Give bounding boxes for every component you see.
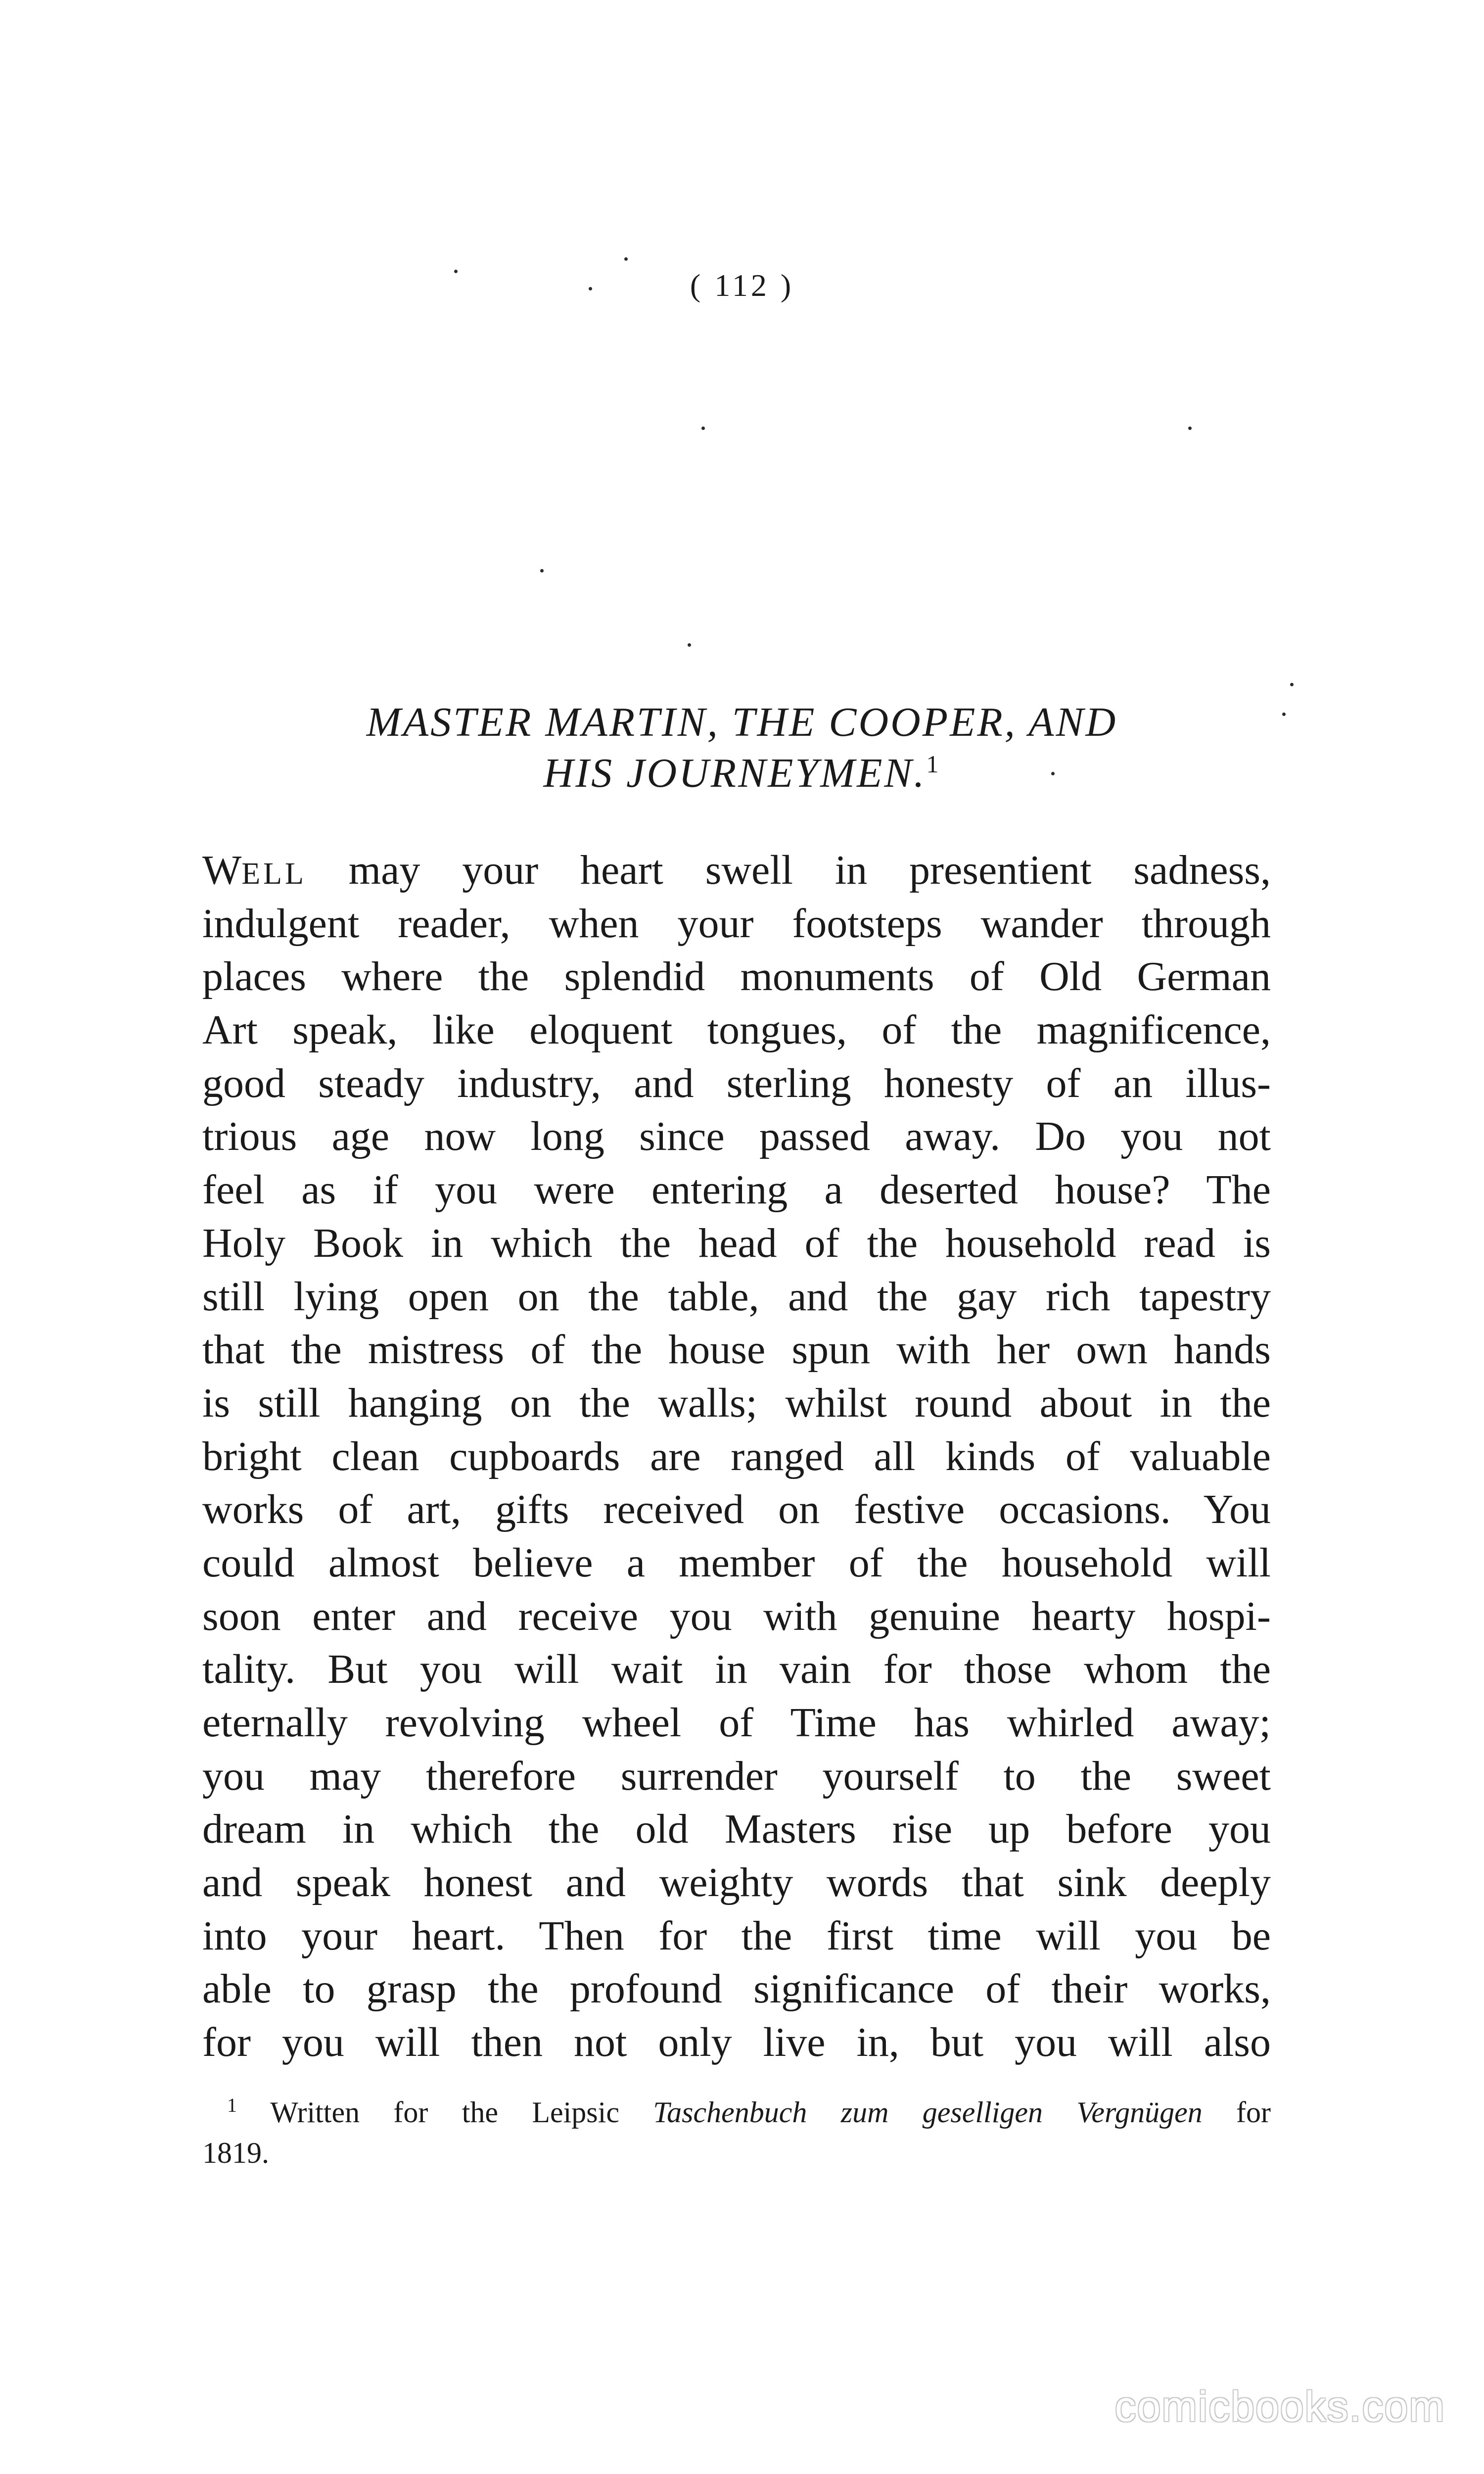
text-line: into your heart. Then for the first time will you be [202, 1912, 1271, 1959]
text-line [202, 844, 1271, 897]
page-number: ( 112 ) [690, 268, 794, 303]
print-speck [454, 270, 458, 273]
text-line: and speak honest and weighty words that sink deeply [202, 1859, 1271, 1906]
footnote [202, 2092, 1271, 2173]
footnote-text-end: for [1202, 2096, 1271, 2129]
text-line: for you will then not only live in, but you will also [202, 2019, 1271, 2066]
text-line: is still hanging on the walls; whilst round about in the [202, 1380, 1271, 1426]
text-line: Art speak, like eloquent tongues, of the magnificence, [202, 1007, 1271, 1053]
print-speck [701, 427, 705, 430]
footnote-text: Written for the Leipsic [270, 2096, 653, 2129]
drop-initial: W [202, 847, 242, 893]
footnote-year: 1819. [202, 2137, 269, 2169]
text-line: you may therefore surrender yourself to the sweet [202, 1753, 1271, 1799]
print-speck [688, 643, 691, 647]
text-line: able to grasp the profound significance of their works, [202, 1966, 1271, 2012]
body-text [202, 844, 1271, 2069]
print-speck [1188, 427, 1192, 430]
text-line: indulgent reader, when your footsteps wander through [202, 900, 1271, 947]
small-caps-word: ELL [241, 857, 307, 891]
text-line: could almost believe a member of the household will [202, 1539, 1271, 1586]
text-line: feel as if you were entering a deserted house? The [202, 1167, 1271, 1213]
print-speck [540, 569, 544, 572]
footnote-marker: 1 [227, 2094, 237, 2116]
text-line-content: may your heart swell in presentient sadness, [306, 847, 1271, 893]
text-line: eternally revolving wheel of Time has whirled away; [202, 1700, 1271, 1746]
chapter-title-line-1: MASTER MARTIN, THE COOPER, AND [366, 699, 1118, 745]
text-line: bright clean cupboards are ranged all kinds of valuable [202, 1433, 1271, 1479]
text-line: tality. But you will wait in vain for those whom the [202, 1646, 1271, 1693]
text-line: places where the splendid monuments of Old German [202, 953, 1271, 1000]
text-line: dream in which the old Masters rise up before you [202, 1806, 1271, 1853]
footnote-line-1 [202, 2092, 1271, 2133]
print-speck [589, 287, 592, 290]
chapter-title-line-2-text: HIS JOURNEYMEN. [543, 750, 927, 796]
text-line: good steady industry, and sterling honesty of an illus- [202, 1060, 1271, 1106]
print-speck [1290, 683, 1294, 686]
chapter-title-line-2 [0, 748, 1484, 799]
footnote-book-title: Taschenbuch zum geselligen Vergnügen [653, 2096, 1203, 2129]
text-line: works of art, gifts received on festive occasions. You [202, 1486, 1271, 1533]
text-line: still lying open on the table, and the gay rich tapestry [202, 1273, 1271, 1320]
text-line: trious age now long since passed away. Do you not [202, 1113, 1271, 1160]
watermark: comicbooks.com [1114, 2383, 1445, 2430]
text-line: soon enter and receive you with genuine hearty hospi- [202, 1593, 1271, 1639]
text-line: Holy Book in which the head of the household read is [202, 1220, 1271, 1266]
footnote-reference: 1 [926, 750, 941, 778]
print-speck [624, 257, 628, 261]
text-line: that the mistress of the house spun with her own hands [202, 1327, 1271, 1373]
chapter-title [0, 697, 1484, 799]
